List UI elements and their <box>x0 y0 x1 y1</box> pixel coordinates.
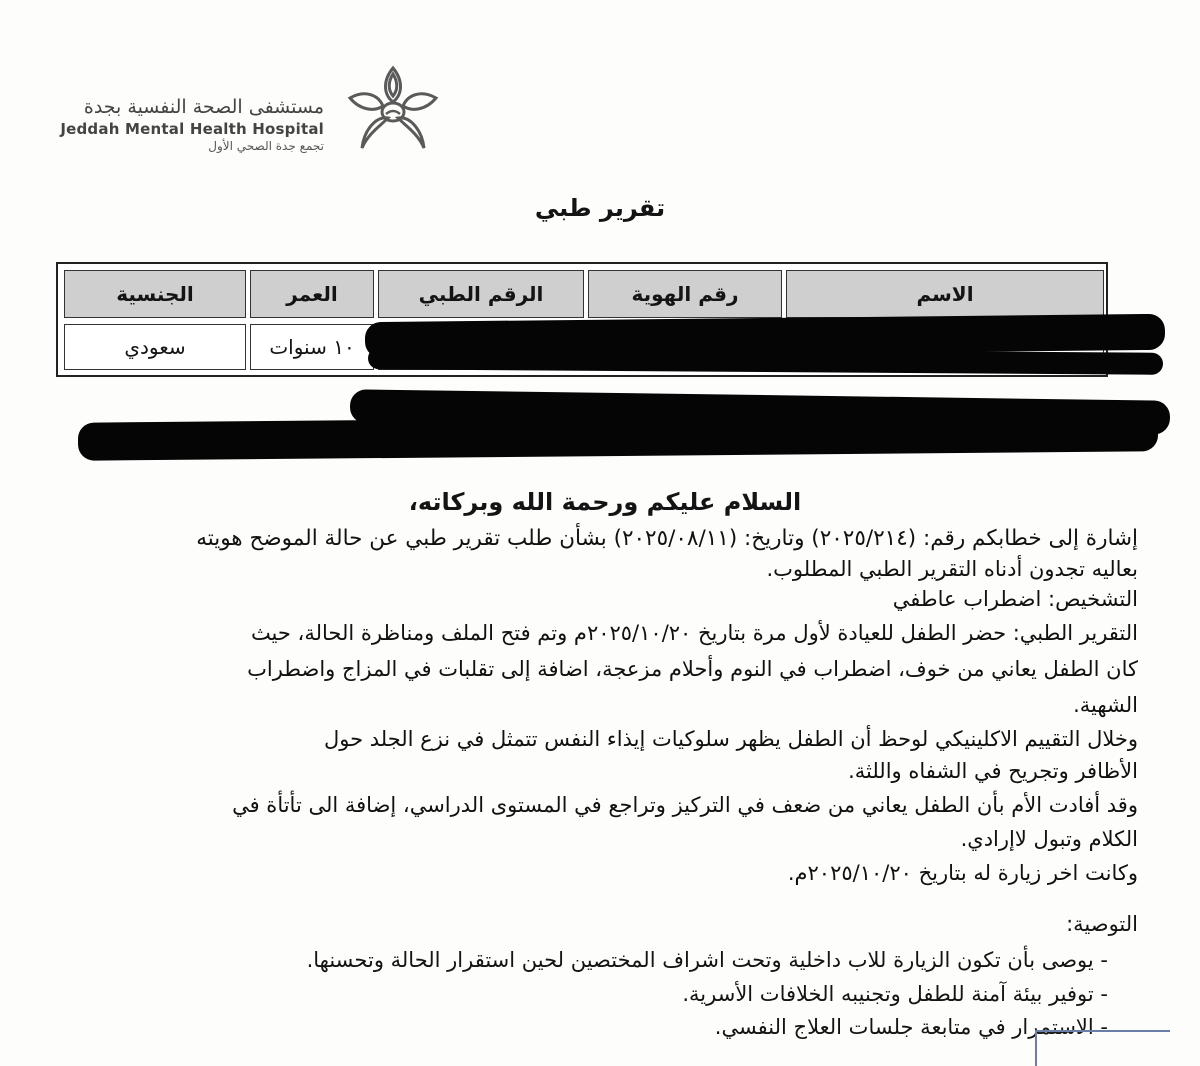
paragraph-line: كان الطفل يعاني من خوف، اضطراب في النوم وأحلام مزعجة، اضافة إلى تقلبات في المزاج واضطراب <box>247 657 1138 681</box>
stamp-fragment <box>1035 1030 1170 1066</box>
paragraph-line: وكانت اخر زيارة له بتاريخ ٢٠٢٥/١٠/٢٠م. <box>787 861 1138 885</box>
paragraph-line: وخلال التقييم الاكلينيكي لوحظ أن الطفل يظهر سلوكيات إيذاء النفس تتمثل في نزع الجلد حول <box>323 727 1138 751</box>
value-age: ١٠ سنوات <box>250 324 374 370</box>
hospital-name-arabic: مستشفى الصحة النفسية بجدة <box>83 96 324 118</box>
report-body <box>58 524 1138 888</box>
paragraph-line: بعاليه تجدون أدناه التقرير الطبي المطلوب. <box>766 557 1138 581</box>
paragraph-line: التقرير الطبي: حضر الطفل للعيادة لأول مرة بتاريخ ٢٠٢٥/١٠/٢٠م وتم فتح الملف ومناظرة الحالة، حيث <box>250 621 1138 645</box>
header-id-number: رقم الهوية <box>588 270 782 318</box>
recommendation-item: - يوصى بأن تكون الزيارة للاب داخلية وتحت اشراف المختصين لحين استقرار الحالة وتحسنها. <box>306 948 1108 972</box>
header-medical-number: الرقم الطبي <box>378 270 584 318</box>
header-age: العمر <box>250 270 374 318</box>
paragraph-line: إشارة إلى خطابكم رقم: (٢٠٢٥/٢١٤) وتاريخ: (٢٠٢٥/٠٨/١١) بشأن طلب تقرير طبي عن حالة الموضح هويته <box>196 526 1138 551</box>
report-title: تقرير طبي <box>534 194 666 222</box>
health-cluster-name: تجمع جدة الصحي الأول <box>208 139 324 153</box>
header-name: الاسم <box>786 270 1104 318</box>
flower-star-logo-icon <box>328 60 458 160</box>
paragraph-line: وقد أفادت الأم بأن الطفل يعاني من ضعف في التركيز وتراجع في المستوى الدراسي، إضافة الى تأتأة في <box>232 793 1138 817</box>
greeting: السلام عليكم ورحمة الله وبركاته، <box>408 488 802 516</box>
recommendation-item: - الاستمرار في متابعة جلسات العلاج النفسي. <box>714 1015 1108 1039</box>
diagnosis-line: التشخيص: اضطراب عاطفي <box>892 587 1138 611</box>
recommendation-title: التوصية: <box>1066 912 1138 936</box>
redaction-mark <box>78 413 1158 460</box>
header-nationality: الجنسية <box>64 270 246 318</box>
recommendation-item: - توفير بيئة آمنة للطفل وتجنيبه الخلافات الأسرية. <box>682 982 1108 1006</box>
value-nationality: سعودي <box>64 324 246 370</box>
hospital-name-english: Jeddah Mental Health Hospital <box>60 120 324 138</box>
paragraph-line: الأظافر وتجريح في الشفاه واللثة. <box>848 759 1138 783</box>
paragraph-line: الكلام وتبول لاإرادي. <box>960 827 1138 851</box>
paragraph-line: الشهية. <box>1073 693 1138 717</box>
